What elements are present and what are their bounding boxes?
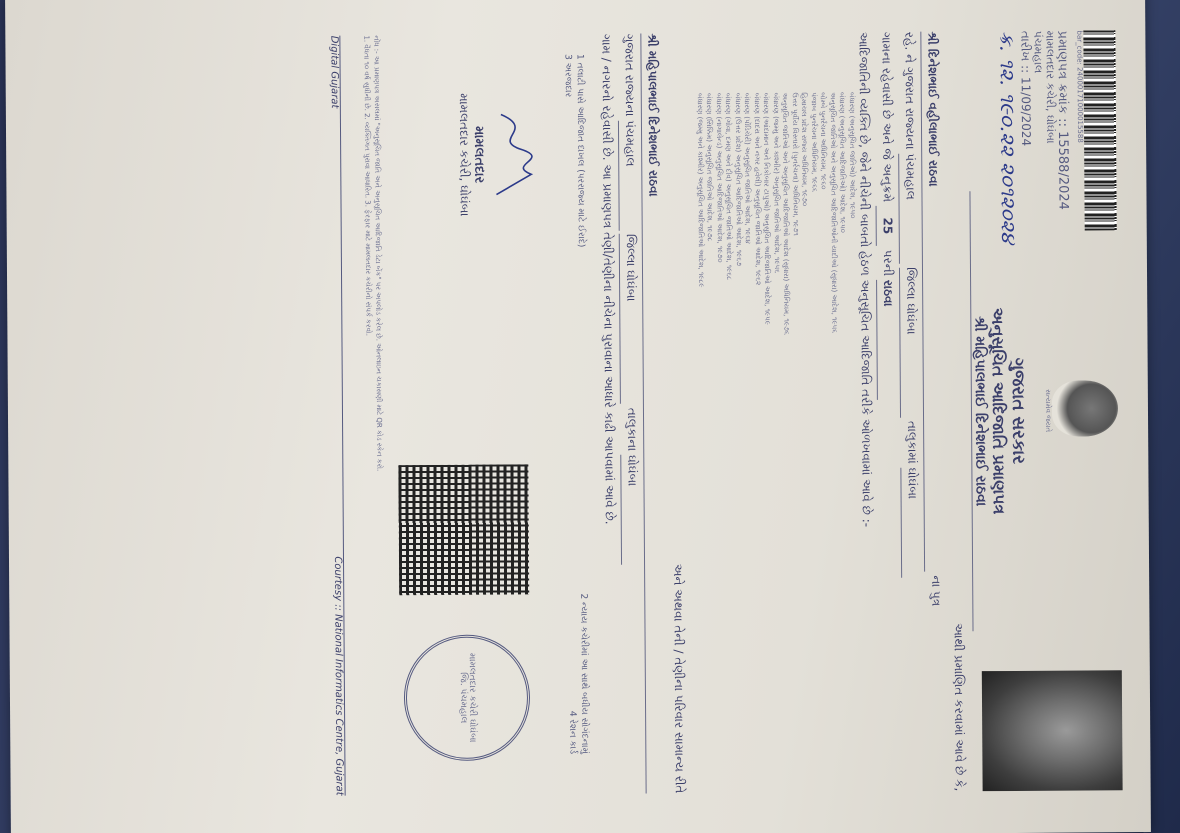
- holder-name-header: શ્રી મહિપાલભાઈ દિનેશભાઈ રાઠવા: [969, 191, 989, 631]
- seal-text: મામલતદાર કચેરી ઘોઘંબા જિ. પંચમહાલ: [457, 652, 478, 743]
- digital-gujarat-footer: Digital Gujarat: [328, 35, 340, 109]
- family-name: શ્રી મહિપાલભાઈ દિનેશભાઈ રાઠવા: [640, 33, 668, 793]
- office-seal: [404, 634, 531, 761]
- certificate-number: 15588/2024: [1055, 131, 1072, 210]
- resident-jilla: જિલ્લા ઘોઘંબા: [899, 267, 923, 417]
- barcode-number: bar_code: 24000171000015588: [1075, 30, 1085, 143]
- holder-photo: [982, 670, 1123, 791]
- footnote: નોંધ :- આ પ્રમાણપત્ર અસલમાં "અનુસૂચિત જાતિ અને અનુસૂચિત આદિજાતિ ડેટા બેંક" પર અપલોડ કરેલ છે. ઓનલાઇન ચકાસણી માટે QR કોડ સ્કેન કરો.: [372, 35, 384, 472]
- order-item: બંધારણ (અનુસૂચિત આદિજાતિઓ) આદેશ, ૧૯૫૦: [838, 92, 848, 233]
- handwritten-number: ક્ર. ૧૨. ૧૯૦.૨૨ ૨૦૧૨૦૨૪: [995, 30, 1022, 244]
- state-jilla: જિલ્લા ઘોઘંબા: [619, 234, 643, 404]
- state-label: ગુજરાત રાજ્યના: [622, 33, 637, 117]
- certificate-number-row: [1056, 31, 1070, 291]
- issuing-district: પંચમહાલ: [1031, 30, 1046, 74]
- village-label: ગામના રહેવાસી છે અને જે અનુક્રમે: [879, 31, 895, 203]
- evidence-item: 4 રેશન કાર્ડ: [567, 710, 578, 755]
- order-item: બંધારણ (નાગાલેન્ડ) અનુસૂચિત આદિજાતિઓ આદેશ, ૧૯૭૦: [714, 92, 724, 263]
- signatory-title: મામલતદાર: [470, 126, 487, 184]
- order-item: બંધારણ (અનુસૂચિત જાતિઓ) આદેશ, ૧૯૫૦: [847, 92, 857, 219]
- caste-name: રાઠવા: [876, 280, 900, 400]
- state-district: પંચમહાલ: [618, 120, 642, 230]
- order-item: પંજાબ પુનર્રચના અધિનિયમ, ૧૯૬૬: [809, 92, 819, 193]
- signatory-office: મામલતદાર કચેરી, ઘોઘંબા: [456, 93, 472, 217]
- certificate-number-label: પ્રમાણપત્ર ક્રમાંક ::: [1054, 30, 1071, 127]
- national-emblem-icon: [1052, 380, 1118, 436]
- order-item: બોમ્બે પુનર્રચના અધિનિયમ, ૧૯૬૦: [819, 92, 828, 190]
- date-label: તારીખ ::: [1018, 30, 1034, 74]
- orders-list: [694, 92, 859, 613]
- nic-courtesy-footer: Courtesy :: National Informatics Centre, Gujarat: [331, 556, 345, 796]
- evidence-item: 3 અરજદાર: [562, 54, 573, 98]
- tribe-text: આદિજાતિની વ્યક્તિ છે, જેને નીચેની બાબતો હેઠળ અનુસૂચિત આદિજાતિ તરીકે ઓળખવામાં આવે છે :-: [856, 31, 874, 528]
- order-item: હિમાચલ પ્રદેશ રાજ્ય અધિનિયમ, ૧૯૭૦: [800, 92, 810, 207]
- state-taluka-label: તાલુકાના: [624, 407, 640, 452]
- verification-qr-code: [398, 464, 529, 595]
- evidence-item: 2 ન્યાય કચેરીમાં આ સાથે બધીય સોગંદનામું: [578, 593, 590, 754]
- resident-taluka-label: તાલુકામાં: [905, 420, 920, 464]
- order-item: બંધારણ (ગોવા, દમણ અને દીવ) અનુસૂચિત જાતિઓ આદેશ, ૧૯૬૮: [724, 92, 734, 281]
- issue-date: 11/09/2024: [1019, 76, 1034, 147]
- government-title: ગુજરાત સરકાર: [1007, 357, 1029, 465]
- emblem-motto: સત્યમેવ જયતે: [1043, 389, 1053, 433]
- order-item: બંધારણ (સિક્કિમ) અનુસૂચિત જાતિઓ આદેશ, ૧૯૭૮: [705, 93, 715, 242]
- certificate-paper: [5, 0, 1151, 833]
- footnote-items: 1. વૈધતા ૧૦ વર્ષ સુધીની છે. 2. વ્યક્તિગત પુરાવા આધારિત. 3. ફેરફાર માટે મામલતદાર કચેરીનો સંપર્ક કરવો.: [362, 35, 373, 336]
- resident-taluka: ઘોઘંબા: [900, 468, 924, 578]
- state-taluka: ઘોઘંબા: [620, 455, 644, 565]
- certify-intro: આથી પ્રમાણિત કરવામાં આવે છે કે,: [951, 623, 967, 792]
- order-item: બંધારણ (પોંડિચેરી) અનુસૂચિત જાતિઓ આદેશ, ૧૯૬૪: [743, 92, 753, 244]
- issuing-office: મામલતદાર કચેરી, ઘોઘંબા: [1043, 30, 1058, 144]
- resident-text: રહે. ને ગુજરાત રાજ્યના: [902, 31, 918, 150]
- order-item: બંધારણ (આંદામાન અને નિકોબાર ટાપુઓ) અનુસૂચિત આદિજાતિઓ આદેશ, ૧૯૫૯: [762, 92, 772, 325]
- evidence-item: 1 તલાટી પાસે આદિજાત દાખલ (પરરાજ્ય માટે ઈરાદે): [574, 53, 586, 248]
- order-item: અનુસૂચિત જાતિઓ અને અનુસૂચિત આદિજાતિઓ આદેશ (સુધારા) અધિનિયમ, ૧૯૭૬: [781, 92, 791, 335]
- signature: [485, 34, 547, 274]
- barcode: [1083, 30, 1116, 230]
- father-name: શ્રી દિનેશભાઈ વહીલાભાઈ રાઠવા: [920, 31, 947, 571]
- order-item: બંધારણ (જમ્મુ અને કાશ્મીર) અનુસૂચિત આદિજાતિઓ આદેશ, ૧૯૮૯: [695, 93, 706, 288]
- resident-district: પંચમહાલ: [898, 153, 922, 263]
- caste-label: પરની: [880, 249, 896, 277]
- order-item: બંધારણ (ઉત્તર પ્રદેશ) અનુસૂચિત આદિજાતિઓ આદેશ, ૧૯૬૭: [733, 92, 743, 267]
- serial-number: 25: [876, 206, 899, 246]
- order-item: બંધારણ (જમ્મુ અને કાશ્મીર) અનુસૂચિત જાતિઓ આદેશ, ૧૯૫૬: [771, 92, 782, 274]
- relation-label: ના પુત્ર: [929, 575, 944, 607]
- order-item: અનુસૂચિત જાતિઓ અને અનુસૂચિત આદિજાતિઓની યાદીઓ (સુધારા) આદેશ, ૧૯૫૬: [828, 92, 839, 334]
- certificate-document: [35, 10, 1131, 818]
- residence-text: ગામ / નગરનો રહેવાસી છે. આ પ્રમાણપત્ર તેણી/તેણીના નીચેના પુરાવાના આધારે કાઢી આપવામાં આવે છે.: [599, 33, 617, 525]
- certificate-title: અનુસૂચિત આદિજાતિ પ્રમાણપત્ર: [988, 307, 1009, 515]
- order-item: બંધારણ (દાદરા અને નગર હવેલી) અનુસૂચિત જાતિઓ આદેશ, ૧૯૬૨: [752, 92, 763, 286]
- order-item: ઉત્તર પૂર્વીય વિસ્તારો (પુનર્રચના) અધિનિયમ, ૧૯૭૧: [790, 92, 800, 236]
- family-note: અને અથવા તેની / તેણીના પરિવાર સામાન્ય રીતે: [671, 563, 687, 794]
- emblem-block: [1042, 380, 1118, 441]
